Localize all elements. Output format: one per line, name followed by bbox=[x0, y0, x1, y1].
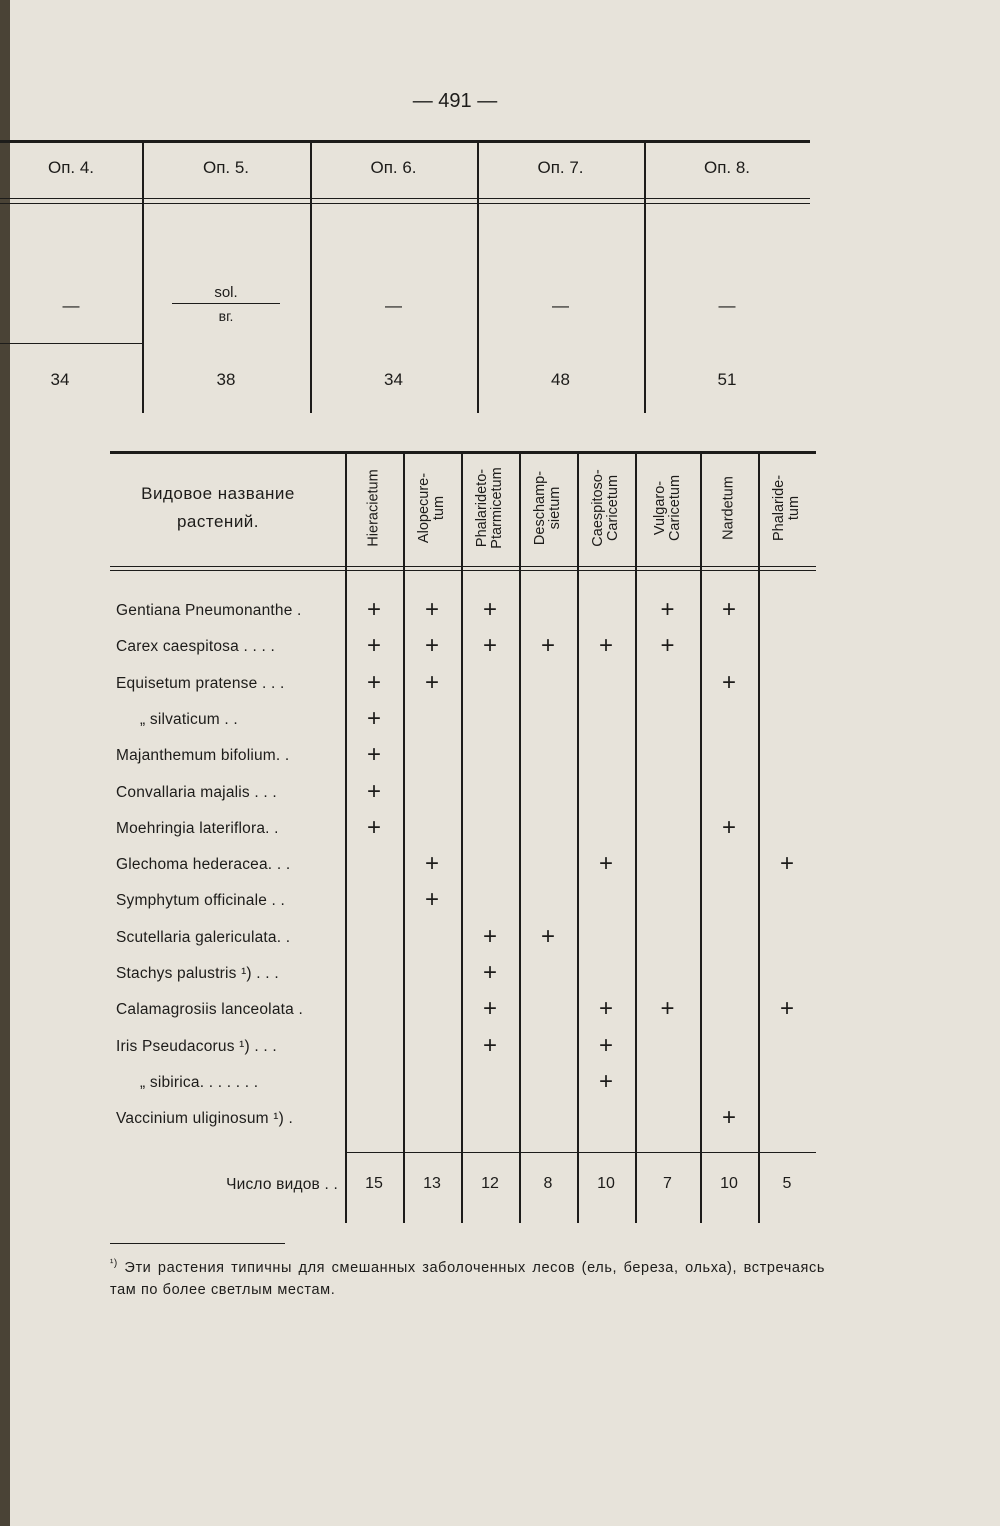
species-name: Moehringia lateriflora. . bbox=[116, 819, 279, 837]
upper-row2-op5: 38 bbox=[216, 370, 236, 389]
presence-mark: + bbox=[482, 922, 497, 950]
presence-mark: + bbox=[366, 596, 381, 623]
upper-row1-op5-sub: вг. bbox=[218, 308, 234, 324]
upper-row2-op7: 48 bbox=[551, 370, 570, 389]
species-name: Calamagrosiis lanceolata . bbox=[116, 1001, 303, 1019]
presence-mark: + bbox=[598, 1031, 613, 1059]
upper-table-header-rule bbox=[0, 198, 810, 199]
assoc-header-label: Alopecure- tum bbox=[416, 472, 447, 544]
presence-mark: + bbox=[424, 886, 439, 914]
species-col-divider bbox=[577, 453, 579, 1223]
species-count: 5 bbox=[782, 1175, 792, 1192]
species-col-divider bbox=[758, 453, 760, 1223]
presence-mark: + bbox=[482, 995, 497, 1023]
species-col-divider bbox=[403, 453, 405, 1223]
species-name: „ sibirica. . . . . . . bbox=[140, 1073, 259, 1091]
species-count: 7 bbox=[663, 1175, 672, 1192]
presence-mark: + bbox=[366, 704, 381, 732]
species-table-header-rule-2 bbox=[110, 570, 816, 571]
upper-table-top-rule bbox=[0, 140, 810, 143]
species-table-total-rule bbox=[345, 1152, 816, 1153]
presence-mark: + bbox=[366, 741, 381, 769]
presence-mark: + bbox=[660, 995, 675, 1023]
presence-mark: + bbox=[424, 632, 439, 660]
presence-mark: + bbox=[424, 596, 439, 623]
presence-mark: + bbox=[482, 632, 497, 660]
species-name: Symphytum officinale . . bbox=[116, 892, 286, 910]
assoc-header bbox=[519, 453, 577, 563]
species-name: Gentiana Pneumonanthe . bbox=[116, 602, 302, 619]
species-name: Scutellaria galericulata. . bbox=[116, 928, 291, 946]
species-count: 10 bbox=[597, 1175, 615, 1192]
upper-header-op8: Оп. 8. bbox=[703, 158, 751, 177]
assoc-header bbox=[577, 453, 635, 563]
species-name: Equisetum pratense . . . bbox=[116, 674, 285, 692]
upper-header-op4: Оп. 4. bbox=[47, 158, 95, 177]
assoc-header-label: Nardetum bbox=[720, 476, 737, 540]
presence-mark: + bbox=[721, 596, 736, 623]
presence-mark: + bbox=[366, 777, 381, 805]
upper-row1-op5: sol. bbox=[214, 284, 238, 301]
species-name: Majanthemum bifolium. . bbox=[116, 747, 290, 765]
upper-header-op6: Оп. 6. bbox=[370, 158, 417, 177]
upper-header-op7: Оп. 7. bbox=[537, 158, 584, 177]
presence-mark: + bbox=[598, 995, 613, 1023]
upper-row1-op4: — bbox=[62, 296, 80, 315]
assoc-header bbox=[635, 453, 700, 563]
presence-mark: + bbox=[424, 850, 439, 878]
species-col-divider bbox=[519, 453, 521, 1223]
presence-mark: + bbox=[540, 922, 555, 950]
presence-mark: + bbox=[660, 632, 675, 660]
presence-mark: + bbox=[779, 995, 794, 1023]
footnote-rule bbox=[110, 1243, 285, 1244]
assoc-header-label: Phalaride- tum bbox=[771, 474, 802, 542]
presence-mark: + bbox=[779, 850, 794, 878]
presence-mark: + bbox=[482, 596, 497, 623]
upper-table-header-rule-2 bbox=[0, 203, 810, 204]
presence-mark: + bbox=[598, 632, 613, 660]
presence-mark: + bbox=[540, 632, 555, 660]
assoc-header-label: Vulgaro- Caricetum bbox=[651, 474, 683, 542]
species-count-label: Число видов . . bbox=[226, 1176, 338, 1193]
upper-row1-op7: — bbox=[552, 296, 569, 315]
presence-mark: + bbox=[482, 959, 497, 986]
species-name: Stachys palustris ¹) . . . bbox=[116, 965, 279, 982]
upper-row2-op4: 34 bbox=[50, 370, 70, 389]
species-col-divider bbox=[635, 453, 637, 1223]
assoc-header bbox=[700, 453, 758, 563]
presence-mark: + bbox=[721, 668, 736, 696]
upper-header-op5: Оп. 5. bbox=[202, 158, 250, 177]
page-number: — 491 — bbox=[412, 90, 498, 112]
presence-mark: + bbox=[424, 668, 439, 696]
species-name: Glechoma hederacea. . . bbox=[116, 856, 291, 874]
species-name: Vaccinium uliginosum ¹) . bbox=[116, 1110, 293, 1128]
species-count: 15 bbox=[365, 1175, 383, 1192]
presence-mark: + bbox=[366, 813, 381, 841]
presence-mark: + bbox=[598, 1067, 613, 1095]
presence-mark: + bbox=[721, 813, 736, 841]
footnote-marker: ¹) bbox=[110, 1258, 118, 1269]
assoc-header-label: Caespitoso- Caricetum bbox=[590, 469, 621, 547]
assoc-header-label: Phalarideto- Ptarmicetum bbox=[474, 467, 505, 549]
presence-mark: + bbox=[366, 632, 381, 660]
species-count: 8 bbox=[543, 1175, 553, 1192]
species-table-header-rule bbox=[110, 566, 816, 567]
assoc-header-label: Deschamp- sietum bbox=[532, 470, 563, 546]
species-count: 12 bbox=[481, 1175, 499, 1192]
presence-mark: + bbox=[482, 1031, 497, 1059]
assoc-header bbox=[461, 453, 519, 563]
footnote-text: Эти растения типичны для смешанных заболоченных лесов (ель, береза, ольха), встречаясь там по более светлым местам. bbox=[110, 1259, 825, 1298]
fraction-bar bbox=[172, 303, 280, 304]
assoc-header-label: Hieracietum bbox=[365, 469, 382, 547]
upper-row1-op8: — bbox=[718, 296, 736, 315]
presence-mark: + bbox=[660, 596, 675, 623]
assoc-header bbox=[758, 453, 816, 563]
species-name: Convallaria majalis . . . bbox=[116, 783, 277, 801]
species-count: 13 bbox=[423, 1175, 441, 1192]
upper-table-row-rule bbox=[0, 343, 142, 344]
species-name: „ silvaticum . . bbox=[140, 710, 238, 728]
upper-row2-op8: 51 bbox=[717, 370, 737, 389]
footnote bbox=[110, 1253, 825, 1301]
species-name: Carex caespitosa . . . . bbox=[116, 638, 276, 656]
species-name-column-header: Видовое название растений. bbox=[141, 484, 295, 531]
species-name: Iris Pseudacorus ¹) . . . bbox=[116, 1037, 277, 1055]
presence-mark: + bbox=[598, 850, 613, 878]
upper-row1-op6: — bbox=[385, 296, 402, 315]
upper-row2-op6: 34 bbox=[384, 370, 403, 389]
page-edge-shadow bbox=[0, 0, 10, 1526]
presence-mark: + bbox=[721, 1104, 736, 1132]
species-count: 10 bbox=[720, 1175, 738, 1192]
presence-mark: + bbox=[366, 668, 381, 696]
assoc-header bbox=[403, 453, 461, 563]
assoc-header bbox=[345, 453, 403, 563]
species-col-divider bbox=[461, 453, 463, 1223]
